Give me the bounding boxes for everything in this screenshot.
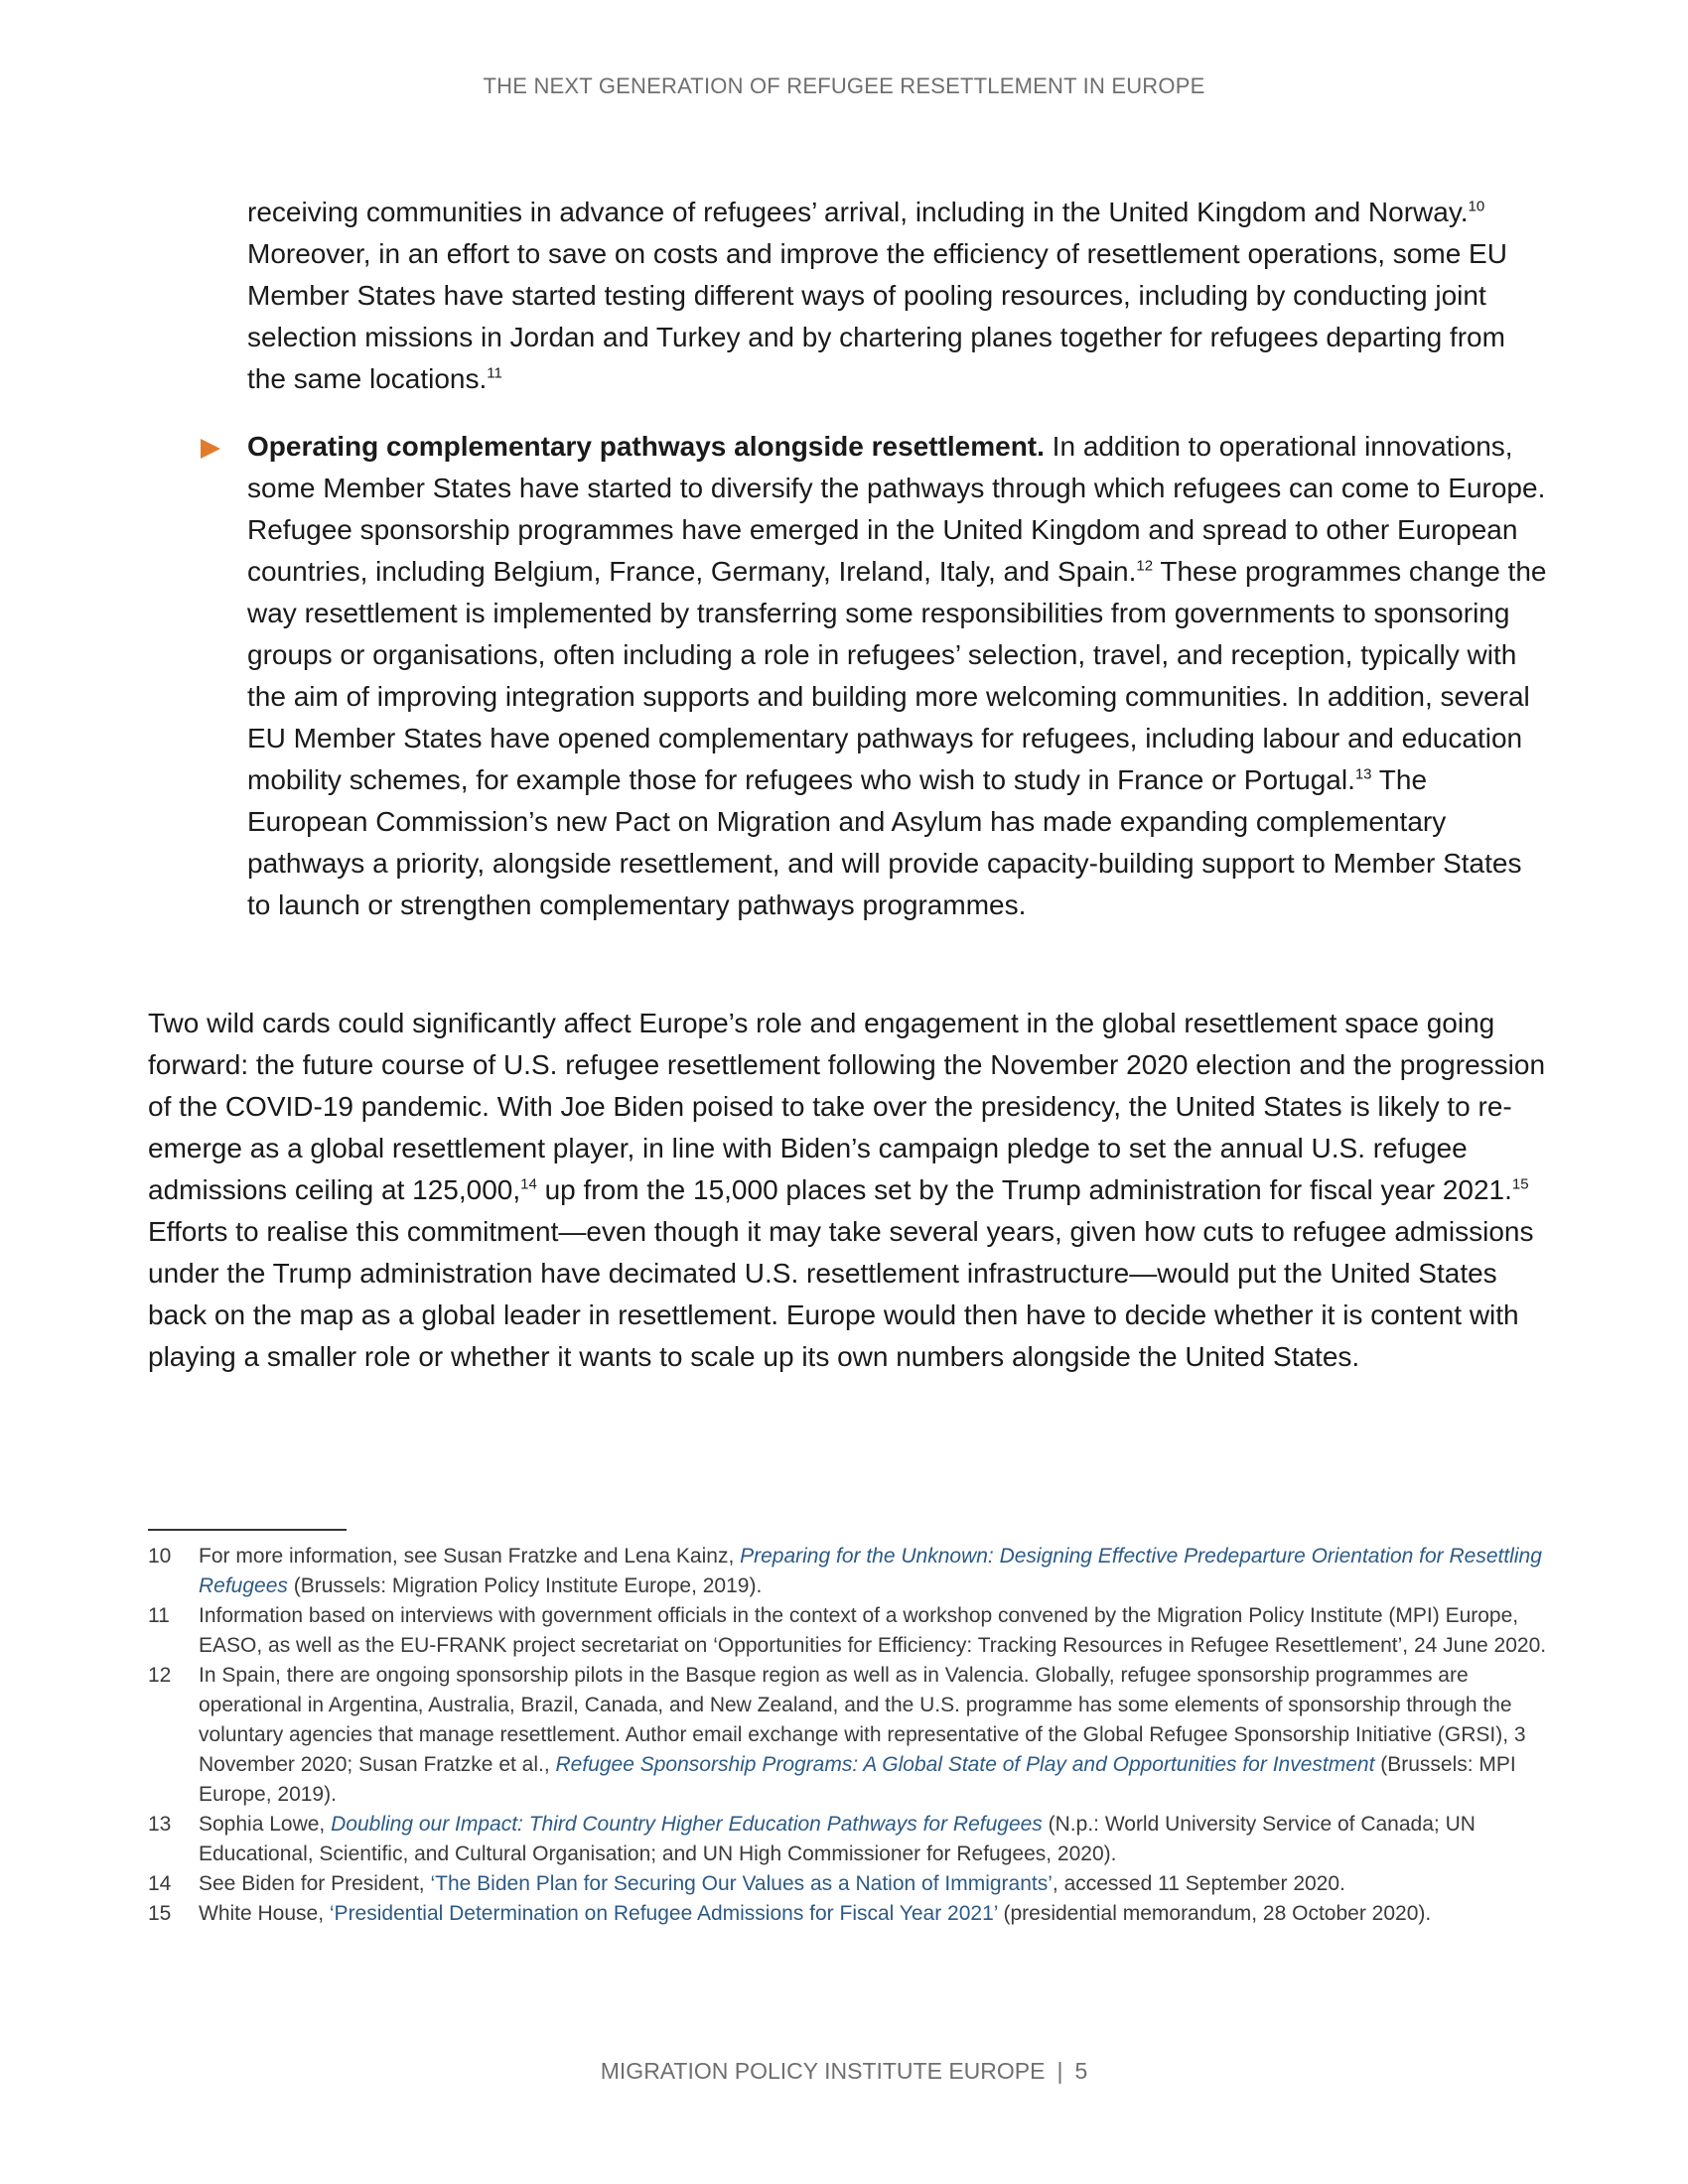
footnote-10-pre: For more information, see Susan Fratzke and Lena Kainz, bbox=[199, 1545, 741, 1568]
footnote-12-link[interactable]: Refugee Sponsorship Programs: A Global State of Play and Opportunities for Investment bbox=[555, 1753, 1375, 1776]
footnote-ref-14[interactable]: 14 bbox=[520, 1175, 537, 1193]
paragraph-text-a: Two wild cards could significantly affect Europe’s role and engagement in the global resettlement space going forward: the future course of U.S. refugee resettlement following the November 2020 election and the progression of the COVID-19 pandemic. With Joe Biden poised to take over the presidency, the United States is likely to re-emerge as a global resettlement player, in line with Biden’s campaign pledge to set the annual U.S. refugee admissions ceiling at 125,000, bbox=[148, 1008, 1546, 1205]
footnote-text bbox=[199, 1810, 1548, 1869]
footnote-number: 14 bbox=[148, 1872, 172, 1895]
footnote-ref-10[interactable]: 10 bbox=[1468, 198, 1485, 215]
footnote-12-post: (Brussels: MPI Europe, 2019). bbox=[199, 1753, 1516, 1806]
footnote-13-link[interactable]: Doubling our Impact: Third Country Higher Education Pathways for Refugees bbox=[331, 1813, 1043, 1836]
footnote-15-pre: White House, bbox=[199, 1902, 330, 1925]
footnote-ref-15[interactable]: 15 bbox=[1511, 1175, 1529, 1193]
footnote-12-pre: In Spain, there are ongoing sponsorship pilots in the Basque region as well as in Valencia. Globally, refugee sponsorship programmes are operational in Argentina, Australia, Brazil, Canada, and New Zealand, and the U.S. programme has some elements of sponsorship through the voluntary agencies that manage resettlement. Author email exchange with representative of the Global Refugee Sponsorship Initiative (GRSI), 3 November 2020; Susan Fratzke et al., bbox=[199, 1664, 1526, 1776]
footnote-15 bbox=[148, 1899, 1548, 1929]
footnote-11 bbox=[148, 1601, 1548, 1661]
footnotes-list bbox=[148, 1542, 1548, 1929]
footnote-14-pre: See Biden for President, bbox=[199, 1872, 431, 1895]
running-header: THE NEXT GENERATION OF REFUGEE RESETTLEMENT IN EUROPE bbox=[483, 73, 1205, 98]
footnote-number: 13 bbox=[148, 1813, 172, 1836]
footnote-10-link[interactable]: Preparing for the Unknown: Designing Effective Predeparture Orientation for Resettling Refugees bbox=[199, 1545, 1542, 1597]
footnote-10-post: (Brussels: Migration Policy Institute Europe, 2019). bbox=[287, 1574, 763, 1597]
footer-separator: | bbox=[1056, 2058, 1063, 2084]
footnote-number: 12 bbox=[148, 1664, 172, 1687]
footnote-14-post: , accessed 11 September 2020. bbox=[1052, 1872, 1345, 1895]
footnote-number: 11 bbox=[148, 1604, 170, 1627]
footnote-11-text: Information based on interviews with government officials in the context of a workshop convened by the Migration Policy Institute (MPI) Europe, EASO, as well as the EU-FRANK project secretariat on ‘Opportunities for Efficiency: Tracking Resources in Refugee Resettlement’, 24 June 2020. bbox=[199, 1604, 1547, 1657]
footnote-text bbox=[199, 1542, 1548, 1601]
footer-org: MIGRATION POLICY INSTITUTE EUROPE bbox=[600, 2058, 1046, 2084]
footnote-ref-13[interactable]: 13 bbox=[1354, 765, 1372, 783]
footnote-12 bbox=[148, 1661, 1548, 1810]
page-number: 5 bbox=[1074, 2058, 1088, 2084]
footnote-14-link[interactable]: ‘The Biden Plan for Securing Our Values as a Nation of Immigrants’ bbox=[430, 1872, 1053, 1895]
bullet-arrow-icon bbox=[201, 439, 220, 459]
bullet-item bbox=[247, 426, 1548, 926]
footnote-divider bbox=[148, 1529, 347, 1531]
footnote-15-link[interactable]: ‘Presidential Determination on Refugee Admissions for Fiscal Year 2021’ bbox=[329, 1902, 998, 1925]
continued-text-b: Moreover, in an effort to save on costs and improve the efficiency of resettlement operations, some EU Member States have started testing different ways of pooling resources, including by conducting joint selection missions in Jordan and Turkey and by chartering planes together for refugees departing from the same locations. bbox=[247, 238, 1507, 394]
bullet-text-b: These programmes change the way resettlement is implemented by transferring some responsibilities from governments to sponsoring groups or organisations, often including a role in refugees’ selection, travel, and reception, typically with the aim of improving integration supports and building more welcoming communities. In addition, several EU Member States have opened complementary pathways for refugees, including labour and education mobility schemes, for example those for refugees who wish to study in France or Portugal. bbox=[247, 556, 1547, 795]
footnote-text bbox=[199, 1661, 1548, 1810]
footnote-number: 10 bbox=[148, 1545, 172, 1568]
paragraph-text-b: up from the 15,000 places set by the Trump administration for fiscal year 2021. bbox=[536, 1174, 1512, 1205]
continued-paragraph bbox=[247, 192, 1548, 400]
main-paragraph bbox=[148, 1003, 1548, 1378]
footnote-13 bbox=[148, 1810, 1548, 1869]
paragraph-text-c: Efforts to realise this commitment—even though it may take several years, given how cuts to refugee admissions under the Trump administration have decimated U.S. resettlement infrastructure—would put the United States back on the map as a global leader in resettlement. Europe would then have to decide whether it is content with playing a smaller role or whether it wants to scale up its own numbers alongside the United States. bbox=[148, 1216, 1534, 1372]
continued-text-a: receiving communities in advance of refugees’ arrival, including in the United Kingdom and Norway. bbox=[247, 197, 1469, 227]
bullet-text-c: The European Commission’s new Pact on Migration and Asylum has made expanding complementary pathways a priority, alongside resettlement, and will provide capacity-building support to Member States to launch or strengthen complementary pathways programmes. bbox=[247, 764, 1522, 920]
footnote-13-post: (N.p.: World University Service of Canada; UN Educational, Scientific, and Cultural Organisation; and UN High Commissioner for Refugees, 2020). bbox=[199, 1813, 1476, 1865]
running-footer bbox=[0, 2058, 1688, 2085]
bullet-text-a: In addition to operational innovations, some Member States have started to diversify the pathways through which refugees can come to Europe. Refugee sponsorship programmes have emerged in the United Kingdom and spread to other European countries, including Belgium, France, Germany, Ireland, Italy, and Spain. bbox=[247, 431, 1546, 587]
footnote-ref-11[interactable]: 11 bbox=[487, 364, 502, 382]
footnote-text bbox=[199, 1899, 1548, 1929]
footnote-15-post: (presidential memorandum, 28 October 2020). bbox=[997, 1902, 1432, 1925]
footnote-14 bbox=[148, 1869, 1548, 1899]
footnote-number: 15 bbox=[148, 1902, 172, 1925]
footnote-ref-12[interactable]: 12 bbox=[1136, 557, 1154, 575]
footnote-13-pre: Sophia Lowe, bbox=[199, 1813, 332, 1836]
footnote-text bbox=[199, 1869, 1548, 1899]
bullet-lead: Operating complementary pathways alongside resettlement. bbox=[247, 431, 1045, 462]
footnote-10 bbox=[148, 1542, 1548, 1601]
